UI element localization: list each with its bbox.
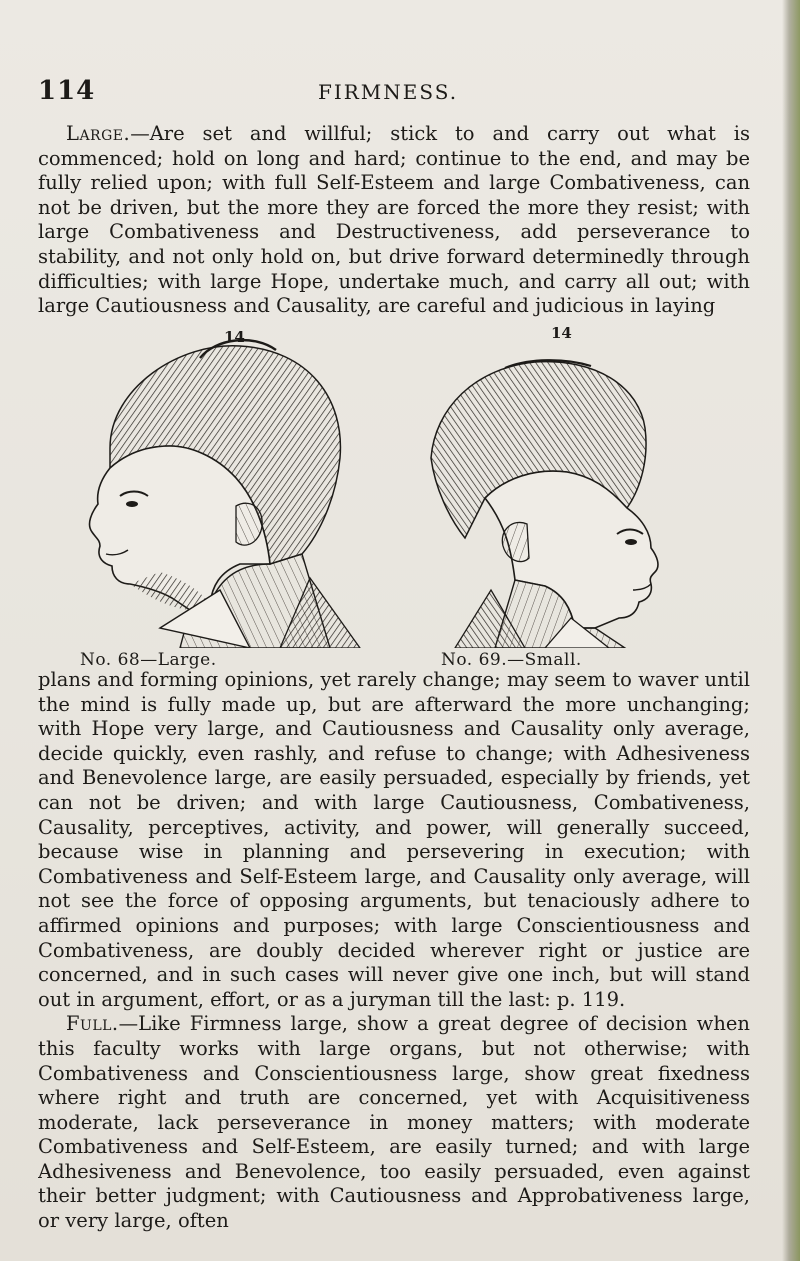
body-text [38,668,750,1253]
full-paragraph [38,1012,750,1233]
page-header [38,76,738,110]
intro-paragraph [38,122,750,322]
organ-marker-14: 14 [551,324,572,342]
figure-caption: No. 69.—Small. [441,650,582,670]
section-lead-full: Full. [66,1012,119,1036]
head-engraving-small [395,328,745,648]
page-number: 114 [38,76,96,106]
figure-large-firmness [40,328,390,670]
page-edge-shadow [782,0,800,1261]
running-head: FIRMNESS. [317,80,459,104]
head-engraving-large [40,328,390,648]
section-lead-large: Large. [66,122,131,145]
organ-marker-14: 14 [224,328,245,346]
full-text: —Like Firmness large, show a great degree of decision when this faculty works with large organs, but not otherwise; with Combativeness and Conscientiousness large, show great fixedness where right and truth are concerned, yet with Acquisitiveness moderate, lack perseverance in money matters; with moderate Combativeness and Self-Esteem, are easily turned; and with large Adhesiveness and Benevolence, too easily persuaded, even against their better judgment; with Cautiousness and Approbativeness large, or very large, often [38,1012,750,1233]
figure-small-firmness [395,324,745,670]
continuation-paragraph: plans and forming opinions, yet rarely change; may seem to waver until the mind is fully made up, but are afterward the more unchanging; with Hope very large, and Cautiousness and Causality only average, decide quickly, even rashly, and refuse to change; with Adhesiveness and Benevolence large, are easily persuaded, especially by friends, yet can not be driven; and with large Cautiousness, Combativeness, Causality, perceptives, activity, and power, will generally succeed, because wise in planning and persevering in execution; with Combativeness and Self-Esteem large, and Causality only average, will not see the force of opposing arguments, but tenaciously adhere to affirmed opinions and purposes; with large Conscientiousness and Combativeness, are doubly decided wherever right or justice are concerned, and in such cases will never give one inch, but will stand out in argument, effort, or as a juryman till the last: p. 119. [38,668,750,1011]
figure-row [40,324,760,670]
intro-text: —Are set and willful; stick to and carry out what is commenced; hold on long and hard; continue to the end, and may be fully relied upon; with full Self-Esteem and large Combativeness, can not be driven, but the more they are forced the more they resist; with large Combativeness and Destructiveness, add perseverance to stability, and not only hold on, but drive forward determinedly through difficulties; with large Hope, undertake much, and carry all out; with large Cautiousness and Causality, are careful and judicious in laying [38,122,750,318]
figure-caption: No. 68—Large. [80,650,217,670]
